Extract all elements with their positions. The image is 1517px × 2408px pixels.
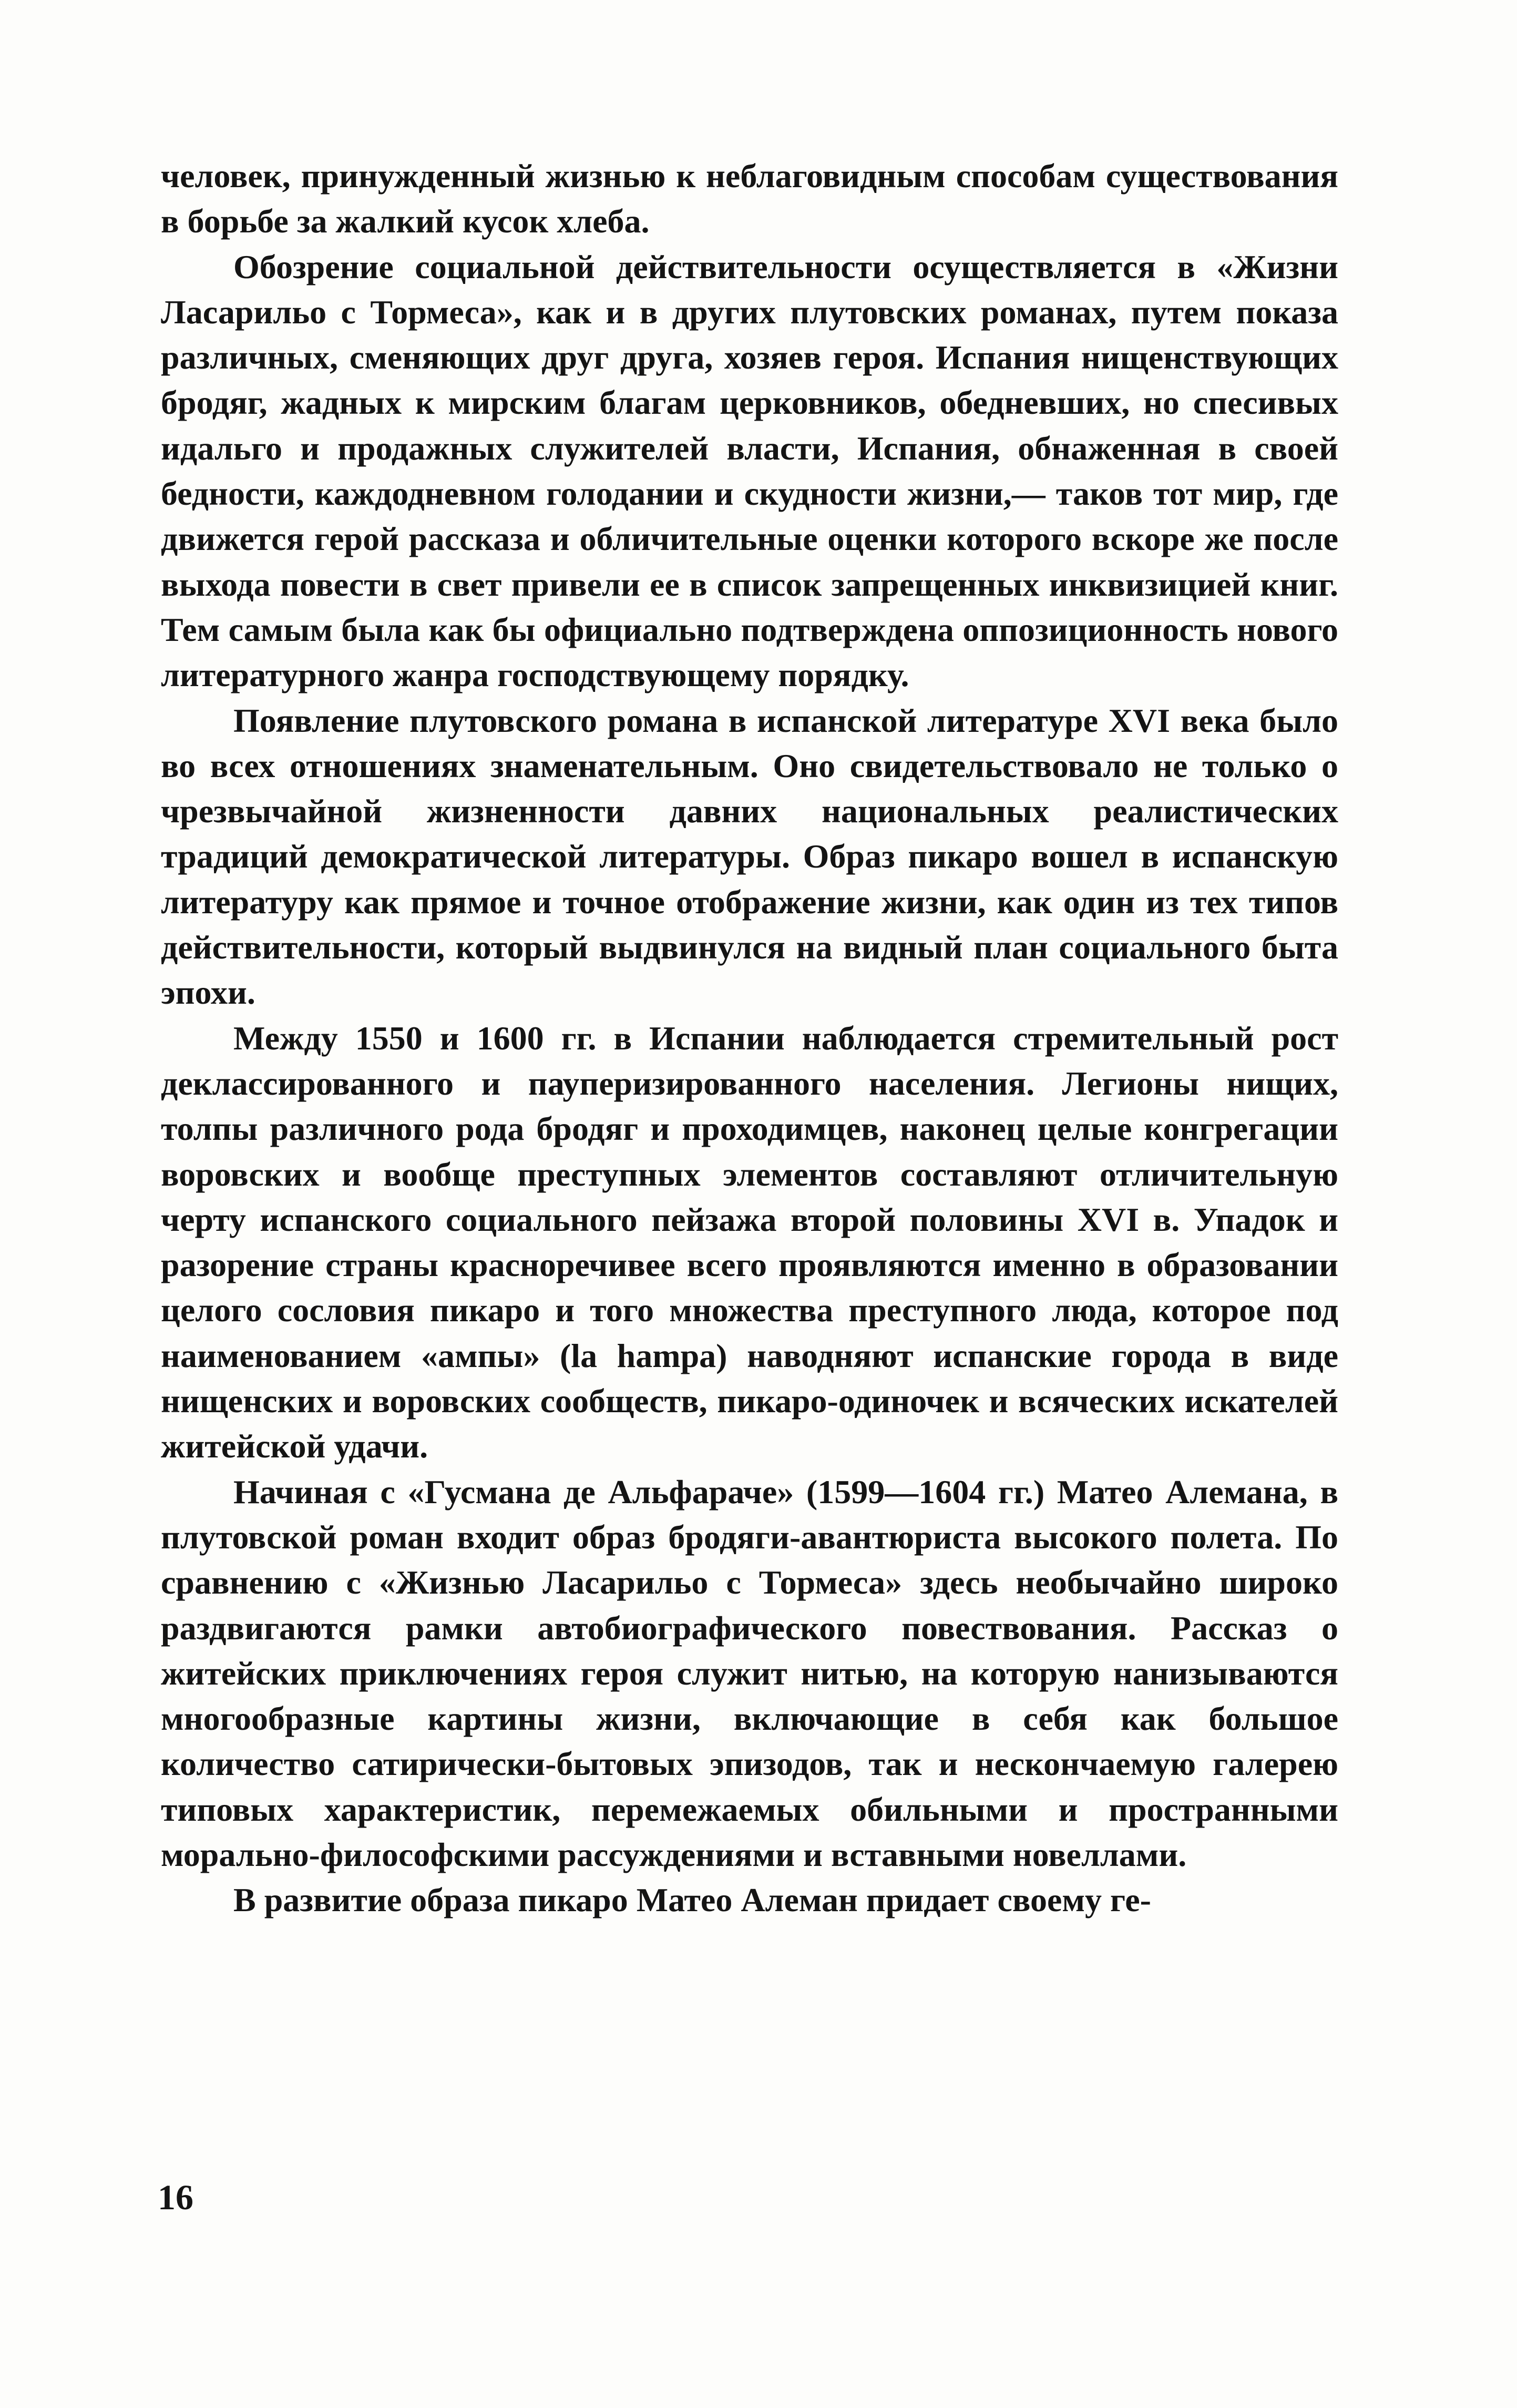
paragraph-picaresque-novel: Появление плутовского романа в испанской литературе XVI века было во всех отношениях знаменательным. Оно свидетельствовало не только о чрезвычайной жизненности давних национальных реалистических традиций демократической литературы. Образ пикаро вошел в испанскую литературу как прямое и точное отображение жизни, как один из тех типов действительности, который выдвинулся на видный план социального быта эпохи.: [161, 701, 1338, 1012]
paragraph-final-line: В развитие образа пикаро Матео Алеман придает своему ге-: [233, 1881, 1151, 1919]
body-text: [161, 154, 1338, 1923]
paragraph-guzman-de-alfarache: Начиная с «Гусмана де Альфараче» (1599—1604 гг.) Матео Алемана, в плутовской роман входит образ бродяги-авантюриста высокого полета. По сравнению с «Жизнью Ласарильо с Тормеса» здесь необычайно широко раздвигаются рамки автобиографического повествования. Рассказ о житейских приключениях героя служит нитью, на которую нанизываются многообразные картины жизни, включающие в себя как большое количество сатирически-бытовых эпизодов, так и нескончаемую галерею типовых характеристик, перемежаемых обильными и пространными морально-философскими рассуждениями и вставными новеллами.: [161, 1473, 1338, 1873]
page-number: 16: [158, 2177, 193, 2217]
paragraph-between-1550-1600: Между 1550 и 1600 гг. в Испании наблюдается стремительный рост деклассированного и пауперизированного населения. Легионы нищих, толпы различного рода бродяг и проходимцев, наконец целые конгрегации воровских и вообще преступных элементов составляют отличительную черту испанского социального пейзажа второй половины XVI в. Упадок и разорение страны красноречивее всего проявляются именно в образовании целого сословия пикаро и того множества преступного люда, которое под наименованием «ампы» (la hampa) наводняют испанские города в виде нищенских и воровских сообществ, пикаро-одиночек и всяческих искателей житейской удачи.: [161, 1019, 1338, 1465]
paragraph-continuation: человек, принужденный жизнью к неблаговидным способам существования в борьбе за жалкий кусок хлеба.: [161, 157, 1338, 240]
paragraph-social-reality: Обозрение социальной действительности осуществляется в «Жизни Ласарильо с Тормеса», как и в других плутовских романах, путем показа различных, сменяющих друг друга, хозяев героя. Испания нищенствующих бродяг, жадных к мирским благам церковников, обедневших, но спесивых идальго и продажных служителей власти, Испания, обнаженная в своей бедности, каждодневном голодании и скудности жизни,— таков тот мир, где движется герой рассказа и обличительные оценки которого вскоре же после выхода повести в свет привели ее в список запрещенных инквизицией книг. Тем самым была как бы официально подтверждена оппозиционность нового литературного жанра господствующему порядку.: [161, 248, 1338, 694]
